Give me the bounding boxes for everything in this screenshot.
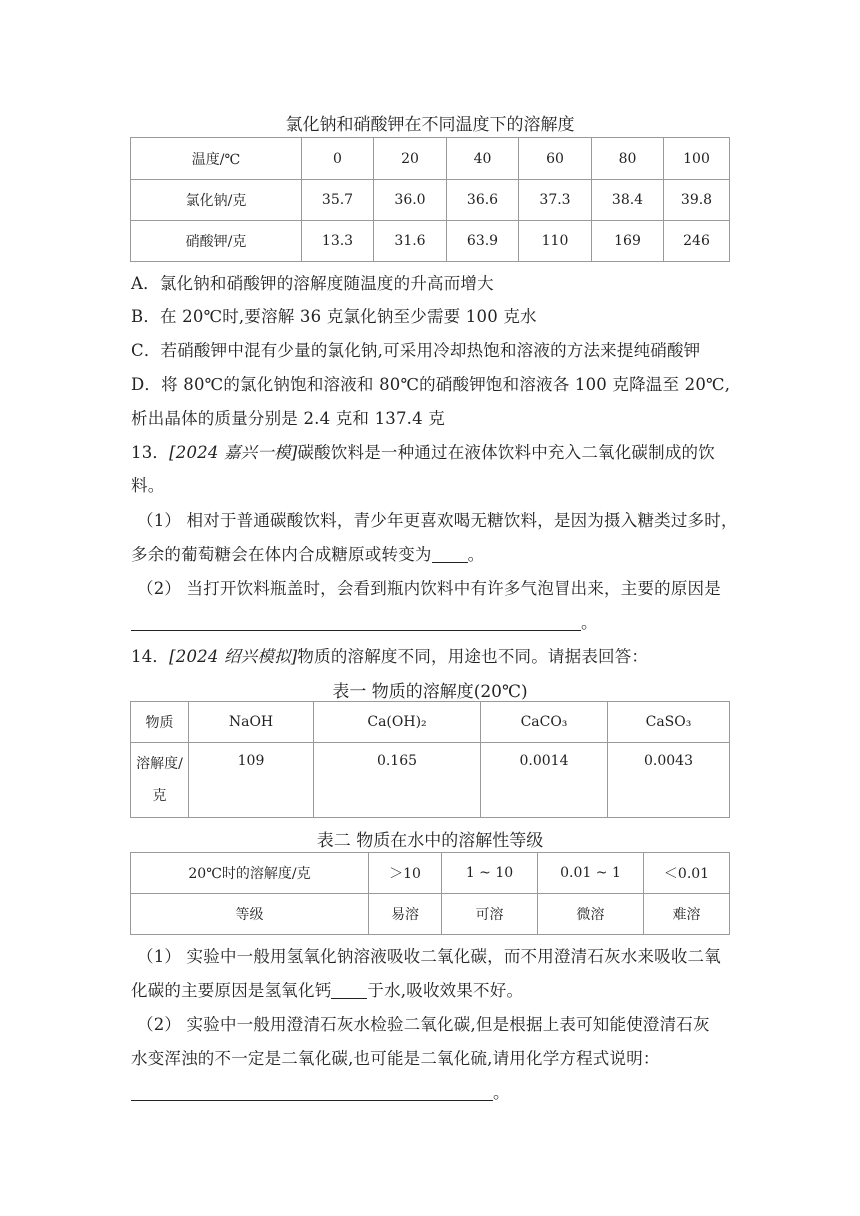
option-b: B．在 20℃时,要溶解 36 克氯化钠至少需要 100 克水 [131,307,537,326]
table-cell: 0.01 ~ 1 [538,853,644,894]
solubility-grade-table [130,852,730,935]
table-cell: 39.8 [664,180,730,221]
table-cell: 246 [664,221,730,262]
table-cell: 20 [374,138,447,180]
table-cell: 0 [302,138,374,180]
table-cell: NaOH [189,702,314,743]
answer-blank[interactable] [131,614,581,632]
question-number: 14． [131,647,170,666]
table-row [131,894,730,935]
table-cell: 硝酸钾/克 [131,221,302,262]
q14-part2: （2） 实验中一般用澄清石灰水检验二氧化碳,但是根据上表可知能使澄清石灰 [137,1015,710,1034]
table-cell: 63.9 [447,221,519,262]
row-label: 溶解度/ [136,756,183,772]
table-cell: 110 [519,221,592,262]
table-two-caption: 表二 物质在水中的溶解性等级 [316,831,544,851]
table-header-row [131,702,730,743]
table-cell: 难溶 [644,894,730,935]
table-cell: CaSO₃ [608,702,730,743]
option-d-continued: 析出晶体的质量分别是 2.4 克和 137.4 克 [131,409,445,428]
row-label-unit: 克 [152,788,167,804]
table-cell: 37.3 [519,180,592,221]
substance-solubility-table [130,701,730,818]
table-cell: 100 [664,138,730,180]
table-header-row [131,138,730,180]
table-row [131,221,730,262]
table-cell: 13.3 [302,221,374,262]
solubility-table [130,137,730,262]
q13-part2-answer [131,609,598,633]
table-cell: 1 ~ 10 [442,853,538,894]
table-cell: 20℃时的溶解度/克 [131,853,369,894]
table-row [131,743,730,818]
question-13-stem-continued: 料。 [131,476,165,495]
table-header-row [131,853,730,894]
q13-part1-text: 多余的葡萄糖会在体内合成糖原或转变为 [131,545,432,564]
q13-part1: （1） 相对于普通碳酸饮料，青少年更喜欢喝无糖饮料，是因为摄入糖类过多时， [137,511,738,530]
question-stem: 碳酸饮料是一种通过在液体饮料中充入二氧化碳制成的饮 [297,443,715,462]
table1-caption: 氯化钠和硝酸钾在不同温度下的溶解度 [285,115,575,135]
table-cell: 氯化钠/克 [131,180,302,221]
table-cell: CaCO₃ [481,702,608,743]
q13-part1-end: 。 [467,545,485,564]
table-cell: 等级 [131,894,369,935]
table-cell: 36.6 [447,180,519,221]
table-cell: 40 [447,138,519,180]
table-cell: 物质 [131,702,189,743]
table-cell: 温度/℃ [131,138,302,180]
q14-part2-end: 。 [493,1083,510,1102]
option-a: A．氯化钠和硝酸钾的溶解度随温度的升高而增大 [131,274,494,293]
table-cell: Ca(OH)₂ [314,702,481,743]
q14-part1-text: 化碳的主要原因是氢氧化钙 [131,981,332,1000]
answer-blank[interactable] [131,1084,493,1102]
table-cell: 169 [592,221,664,262]
table-row [131,180,730,221]
table-cell: 109 [189,743,314,818]
q14-part2-continued: 水变浑浊的不一定是二氧化碳,也可能是二氧化硫,请用化学方程式说明： [131,1049,660,1068]
table-cell: 微溶 [538,894,644,935]
table-cell: ＜0.01 [644,853,730,894]
table-cell: 可溶 [442,894,538,935]
question-stem: 物质的溶解度不同，用途也不同。请据表回答： [297,647,649,666]
q14-part1-continued [131,977,523,1001]
q14-part1-end: 于水,吸收效果不好。 [367,981,524,1000]
table-cell: 0.0014 [481,743,608,818]
question-13-stem [131,439,715,463]
option-c: C．若硝酸钾中混有少量的氯化钠,可采用冷却热饱和溶液的方法来提纯硝酸钾 [131,341,701,360]
answer-blank[interactable] [432,546,468,564]
table-cell: ＞10 [369,853,442,894]
q13-part2-end: 。 [581,613,598,632]
table-cell: 80 [592,138,664,180]
question-number: 13． [131,443,170,462]
table-cell: 36.0 [374,180,447,221]
q13-part2: （2） 当打开饮料瓶盖时，会看到瓶内饮料中有许多气泡冒出来，主要的原因是 [137,579,721,598]
table-cell: 0.165 [314,743,481,818]
table-one-caption: 表一 物质的溶解度(20℃) [332,682,528,702]
question-14-stem [131,643,648,667]
q14-part1: （1） 实验中一般用氢氧化钠溶液吸收二氧化碳，而不用澄清石灰水来吸收二氧 [137,947,721,966]
question-source: [2024 绍兴模拟] [169,647,298,666]
table-cell: 38.4 [592,180,664,221]
table-cell: 易溶 [369,894,442,935]
table-cell: 35.7 [302,180,374,221]
question-source: [2024 嘉兴一模] [169,443,298,462]
table-cell: 0.0043 [608,743,730,818]
table-cell: 60 [519,138,592,180]
option-d: D．将 80℃的氯化钠饱和溶液和 80℃的硝酸钾饱和溶液各 100 克降温至 20℃, [131,375,731,394]
table-cell: 31.6 [374,221,447,262]
q14-part2-answer [131,1079,510,1103]
q13-part1-continued [131,541,484,565]
answer-blank[interactable] [331,982,367,1000]
table-cell [131,743,189,818]
